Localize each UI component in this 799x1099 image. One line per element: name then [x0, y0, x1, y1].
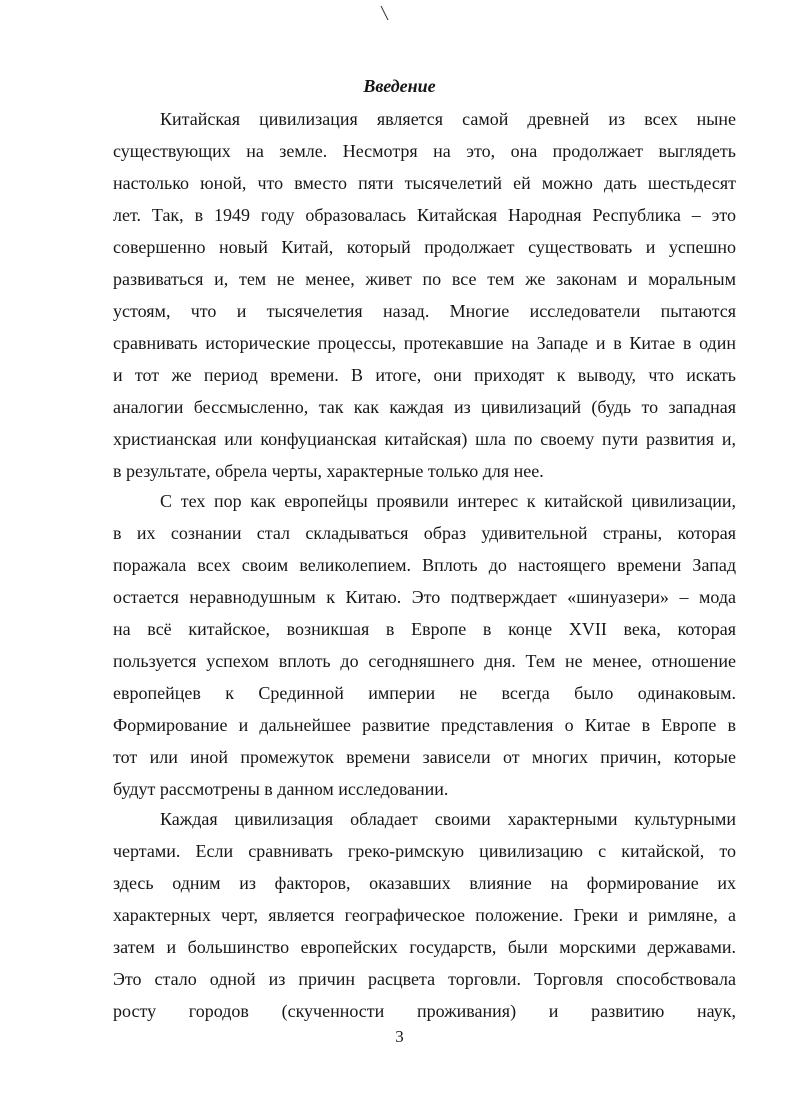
text-line: на всё китайское, возникшая в Европе в конце XVII века, которая — [113, 619, 736, 639]
text-line: настолько юной, что вместо пяти тысячелетий ей можно дать шестьдесят — [113, 173, 736, 193]
text-line: Китайская цивилизация является самой древней из всех ныне — [160, 109, 736, 129]
text-line: Каждая цивилизация обладает своими характерными культурными — [160, 809, 736, 829]
text-line: затем и большинство европейских государств, были морскими державами. — [113, 937, 736, 957]
text-line: в их сознании стал складываться образ удивительной страны, которая — [113, 523, 736, 543]
text-line: устоям, что и тысячелетия назад. Многие исследователи пытаются — [113, 301, 736, 321]
text-line: росту городов (скученности проживания) и развитию наук, — [113, 1001, 736, 1021]
text-line: Это стало одной из причин расцвета торговли. Торговля способствовала — [113, 969, 736, 989]
text-line: в результате, обрела черты, характерные только для нее. — [113, 461, 544, 481]
text-line: аналогии бессмысленно, так как каждая из цивилизаций (будь то западная — [113, 397, 736, 417]
text-line: здесь одним из факторов, оказавших влияние на формирование их — [113, 873, 736, 893]
text-line: и тот же период времени. В итоге, они приходят к выводу, что искать — [113, 365, 736, 385]
page-number: 3 — [395, 1027, 404, 1046]
page-title: Введение — [363, 76, 436, 96]
text-line: чертами. Если сравнивать греко-римскую цивилизацию с китайской, то — [113, 841, 736, 861]
text-line: Формирование и дальнейшее развитие представления о Китае в Европе в — [113, 715, 736, 735]
text-line: тот или иной промежуток времени зависели от многих причин, которые — [113, 747, 736, 767]
text-line: развиваться и, тем не менее, живет по все тем же законам и моральным — [113, 269, 736, 289]
text-line: совершенно новый Китай, который продолжает существовать и успешно — [113, 237, 736, 257]
text-line: существующих на земле. Несмотря на это, она продолжает выглядеть — [113, 141, 736, 161]
text-line: поражала всех своим великолепием. Вплоть до настоящего времени Запад — [113, 555, 736, 575]
text-line: характерных черт, является географическое положение. Греки и римляне, а — [113, 905, 736, 925]
text-line: христианская или конфуцианская китайская) шла по своему пути развития и, — [113, 429, 736, 449]
text-line: будут рассмотрены в данном исследовании. — [113, 779, 449, 799]
scan-artifact-mark — [378, 4, 392, 22]
text-line: пользуется успехом вплоть до сегодняшнего дня. Тем не менее, отношение — [113, 651, 736, 671]
text-line: европейцев к Срединной империи не всегда было одинаковым. — [113, 683, 736, 703]
text-line: лет. Так, в 1949 году образовалась Китайская Народная Республика – это — [113, 205, 736, 225]
text-line: С тех пор как европейцы проявили интерес к китайской цивилизации, — [160, 491, 736, 511]
text-line: остается неравнодушным к Китаю. Это подтверждает «шинуазери» – мода — [113, 587, 736, 607]
text-line: сравнивать исторические процессы, протекавшие на Западе и в Китае в один — [113, 333, 736, 353]
